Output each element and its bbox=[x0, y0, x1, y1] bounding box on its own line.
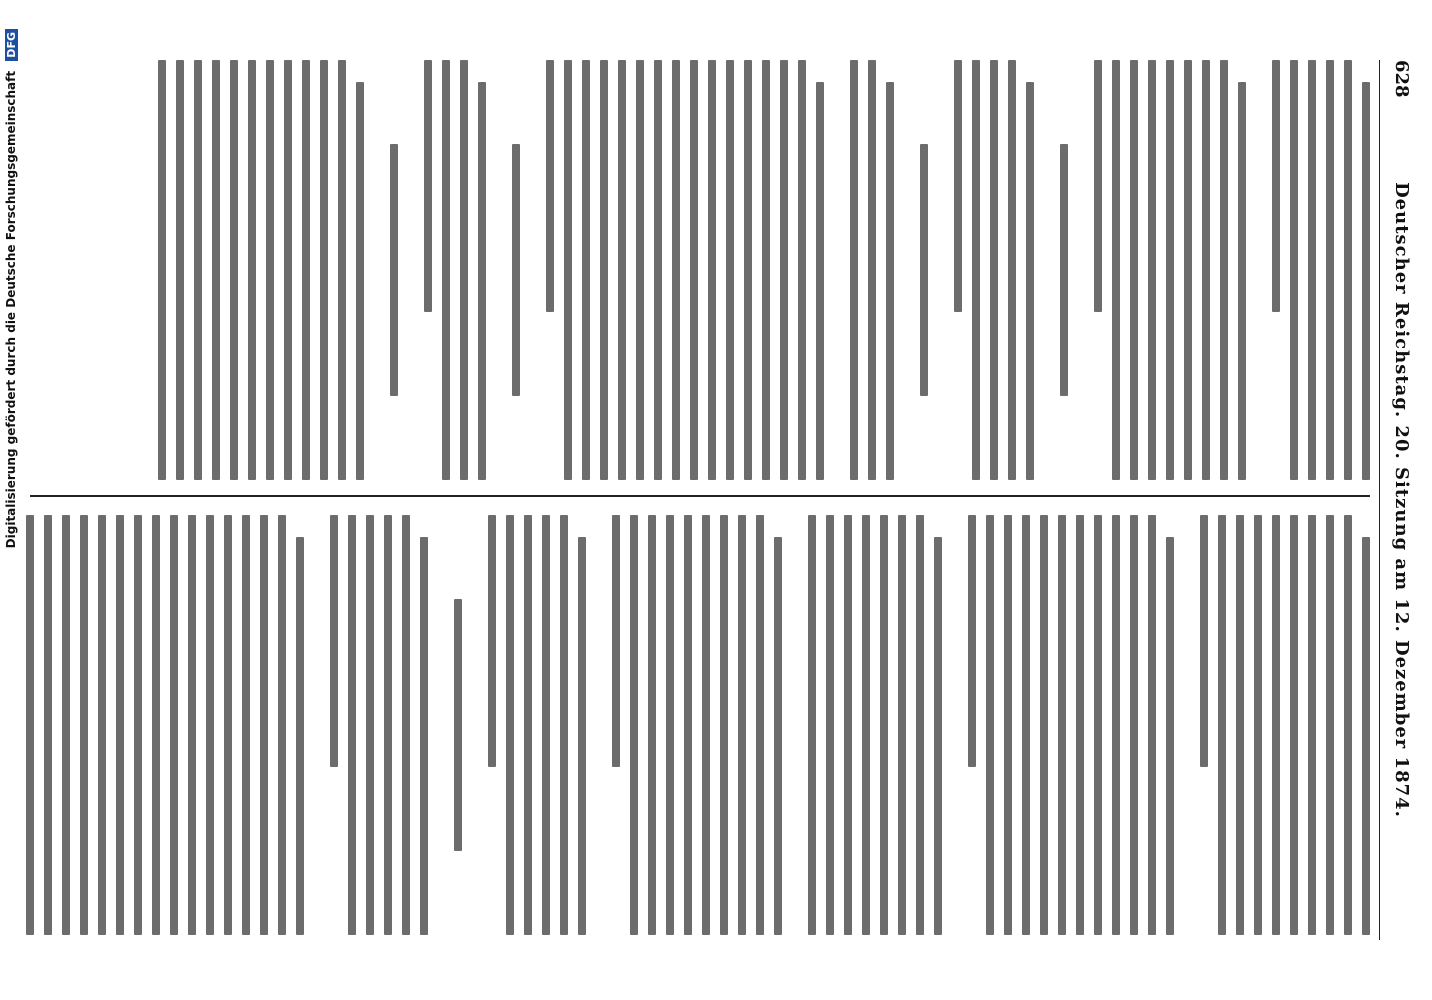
running-head: Deutscher Reichstag. 20. Sitzung am 12. Dezember 1874. bbox=[1391, 182, 1412, 818]
text-line-placeholder bbox=[366, 515, 374, 935]
text-line-placeholder bbox=[862, 515, 870, 935]
text-line-placeholder bbox=[176, 60, 184, 480]
text-line-placeholder bbox=[242, 515, 250, 935]
text-line-placeholder bbox=[1148, 60, 1156, 480]
text-line-placeholder bbox=[738, 515, 746, 935]
text-line-placeholder bbox=[1344, 515, 1352, 935]
text-line-placeholder bbox=[1290, 515, 1298, 935]
text-line-placeholder bbox=[454, 599, 462, 851]
text-line-placeholder bbox=[460, 60, 468, 480]
text-line-placeholder bbox=[630, 515, 638, 935]
paragraph-gap bbox=[942, 515, 958, 935]
paragraph-gap bbox=[1068, 60, 1084, 480]
text-line-placeholder bbox=[134, 515, 142, 935]
text-line-placeholder bbox=[442, 60, 450, 480]
text-line-placeholder bbox=[402, 515, 410, 935]
text-line-placeholder bbox=[384, 515, 392, 935]
text-line-placeholder bbox=[1272, 60, 1280, 312]
page-number: 628 bbox=[1391, 60, 1412, 98]
paragraph-gap bbox=[486, 60, 502, 480]
text-line-placeholder bbox=[1148, 515, 1156, 935]
text-line-placeholder bbox=[1076, 515, 1084, 935]
text-line-placeholder bbox=[708, 60, 716, 480]
text-line-placeholder bbox=[672, 60, 680, 480]
footer-text bbox=[4, 29, 26, 969]
text-line-placeholder bbox=[248, 60, 256, 480]
digitization-note: Digitalisierung gefördert durch die Deutsche Forschungsgemeinschaft bbox=[4, 70, 18, 549]
paragraph-gap bbox=[428, 515, 444, 935]
text-line-placeholder bbox=[152, 515, 160, 935]
text-line-placeholder bbox=[296, 537, 304, 935]
text-line-placeholder bbox=[194, 60, 202, 480]
text-line-placeholder bbox=[278, 515, 286, 935]
text-line-placeholder bbox=[1202, 60, 1210, 480]
text-line-placeholder bbox=[1308, 515, 1316, 935]
text-line-placeholder bbox=[1344, 60, 1352, 480]
text-line-placeholder bbox=[1362, 82, 1370, 480]
text-line-placeholder bbox=[356, 82, 364, 480]
text-line-placeholder bbox=[564, 60, 572, 480]
text-line-placeholder bbox=[648, 515, 656, 935]
text-line-placeholder bbox=[1026, 82, 1034, 480]
text-line-placeholder bbox=[654, 60, 662, 480]
text-line-placeholder bbox=[546, 60, 554, 312]
text-line-placeholder bbox=[230, 60, 238, 480]
text-line-placeholder bbox=[26, 515, 34, 935]
text-line-placeholder bbox=[158, 60, 166, 480]
text-line-placeholder bbox=[1308, 60, 1316, 480]
text-line-placeholder bbox=[1040, 515, 1048, 935]
text-line-placeholder bbox=[1326, 515, 1334, 935]
paragraph-gap bbox=[782, 515, 798, 935]
text-line-placeholder bbox=[886, 82, 894, 480]
text-line-placeholder bbox=[916, 515, 924, 935]
text-line-placeholder bbox=[188, 515, 196, 935]
text-line-placeholder bbox=[62, 515, 70, 935]
paragraph-gap bbox=[364, 60, 380, 480]
text-line-placeholder bbox=[684, 515, 692, 935]
text-line-placeholder bbox=[920, 144, 928, 396]
text-line-placeholder bbox=[44, 515, 52, 935]
text-line-placeholder bbox=[744, 60, 752, 480]
text-line-placeholder bbox=[1112, 515, 1120, 935]
text-line-placeholder bbox=[1060, 144, 1068, 396]
text-line-placeholder bbox=[330, 515, 338, 767]
text-line-placeholder bbox=[1326, 60, 1334, 480]
text-line-placeholder bbox=[478, 82, 486, 480]
paragraph-gap bbox=[520, 60, 536, 480]
text-line-placeholder bbox=[774, 537, 782, 935]
text-line-placeholder bbox=[1166, 537, 1174, 935]
text-line-placeholder bbox=[1218, 515, 1226, 935]
text-line-placeholder bbox=[260, 515, 268, 935]
text-line-placeholder bbox=[348, 515, 356, 935]
text-line-placeholder bbox=[666, 515, 674, 935]
paragraph-gap bbox=[1246, 60, 1262, 480]
footer-strip bbox=[0, 0, 24, 1000]
paragraph-gap bbox=[398, 60, 414, 480]
text-line-placeholder bbox=[320, 60, 328, 480]
text-line-placeholder bbox=[1130, 60, 1138, 480]
text-line-placeholder bbox=[1008, 60, 1016, 480]
text-line-placeholder bbox=[582, 60, 590, 480]
text-line-placeholder bbox=[954, 60, 962, 312]
text-line-placeholder bbox=[1184, 60, 1192, 480]
text-line-placeholder bbox=[170, 515, 178, 935]
text-line-placeholder bbox=[762, 60, 770, 480]
text-line-placeholder bbox=[1094, 515, 1102, 935]
paragraph-gap bbox=[132, 60, 148, 480]
text-line-placeholder bbox=[690, 60, 698, 480]
text-line-placeholder bbox=[1022, 515, 1030, 935]
text-line-placeholder bbox=[1112, 60, 1120, 480]
text-line-placeholder bbox=[816, 82, 824, 480]
text-line-placeholder bbox=[488, 515, 496, 767]
text-line-placeholder bbox=[990, 60, 998, 480]
text-line-placeholder bbox=[798, 60, 806, 480]
text-line-placeholder bbox=[80, 515, 88, 935]
text-line-placeholder bbox=[542, 515, 550, 935]
text-line-placeholder bbox=[224, 515, 232, 935]
text-line-placeholder bbox=[868, 60, 876, 480]
dfg-logo: DFG bbox=[5, 29, 18, 61]
text-line-placeholder bbox=[1200, 515, 1208, 767]
paragraph-gap bbox=[824, 60, 840, 480]
text-line-placeholder bbox=[116, 515, 124, 935]
text-line-placeholder bbox=[934, 537, 942, 935]
text-line-placeholder bbox=[284, 60, 292, 480]
text-line-placeholder bbox=[1362, 537, 1370, 935]
text-line-placeholder bbox=[506, 515, 514, 935]
text-line-placeholder bbox=[1130, 515, 1138, 935]
text-line-placeholder bbox=[1166, 60, 1174, 480]
text-line-placeholder bbox=[808, 515, 816, 935]
paragraph-gap bbox=[304, 515, 320, 935]
text-line-placeholder bbox=[1058, 515, 1066, 935]
text-line-placeholder bbox=[1238, 82, 1246, 480]
page-header bbox=[1379, 60, 1414, 940]
paragraph-gap bbox=[462, 515, 478, 935]
text-line-placeholder bbox=[1290, 60, 1298, 480]
text-line-placeholder bbox=[1254, 515, 1262, 935]
text-line-placeholder bbox=[512, 144, 520, 396]
column-divider bbox=[30, 495, 1370, 497]
paragraph-gap bbox=[894, 60, 910, 480]
text-line-placeholder bbox=[618, 60, 626, 480]
right-column bbox=[30, 515, 1370, 935]
text-line-placeholder bbox=[1094, 60, 1102, 312]
text-line-placeholder bbox=[844, 515, 852, 935]
text-line-placeholder bbox=[612, 515, 620, 767]
text-line-placeholder bbox=[524, 515, 532, 935]
text-line-placeholder bbox=[826, 515, 834, 935]
text-line-placeholder bbox=[1220, 60, 1228, 480]
paragraph-gap bbox=[586, 515, 602, 935]
text-line-placeholder bbox=[1236, 515, 1244, 935]
text-line-placeholder bbox=[266, 60, 274, 480]
text-line-placeholder bbox=[338, 60, 346, 480]
text-line-placeholder bbox=[206, 515, 214, 935]
text-line-placeholder bbox=[390, 144, 398, 396]
paragraph-gap bbox=[928, 60, 944, 480]
text-line-placeholder bbox=[1004, 515, 1012, 935]
text-line-placeholder bbox=[578, 537, 586, 935]
text-line-placeholder bbox=[1272, 515, 1280, 935]
text-line-placeholder bbox=[780, 60, 788, 480]
text-line-placeholder bbox=[972, 60, 980, 480]
text-line-placeholder bbox=[636, 60, 644, 480]
text-line-placeholder bbox=[986, 515, 994, 935]
text-line-placeholder bbox=[850, 60, 858, 480]
paragraph-gap bbox=[1174, 515, 1190, 935]
text-line-placeholder bbox=[756, 515, 764, 935]
text-line-placeholder bbox=[702, 515, 710, 935]
text-line-placeholder bbox=[726, 60, 734, 480]
text-line-placeholder bbox=[898, 515, 906, 935]
paragraph-gap bbox=[1034, 60, 1050, 480]
text-line-placeholder bbox=[720, 515, 728, 935]
text-line-placeholder bbox=[880, 515, 888, 935]
left-column bbox=[30, 60, 1370, 480]
text-line-placeholder bbox=[420, 537, 428, 935]
text-line-placeholder bbox=[302, 60, 310, 480]
text-line-placeholder bbox=[98, 515, 106, 935]
text-line-placeholder bbox=[560, 515, 568, 935]
text-line-placeholder bbox=[600, 60, 608, 480]
text-line-placeholder bbox=[968, 515, 976, 767]
text-line-placeholder bbox=[212, 60, 220, 480]
text-line-placeholder bbox=[424, 60, 432, 312]
